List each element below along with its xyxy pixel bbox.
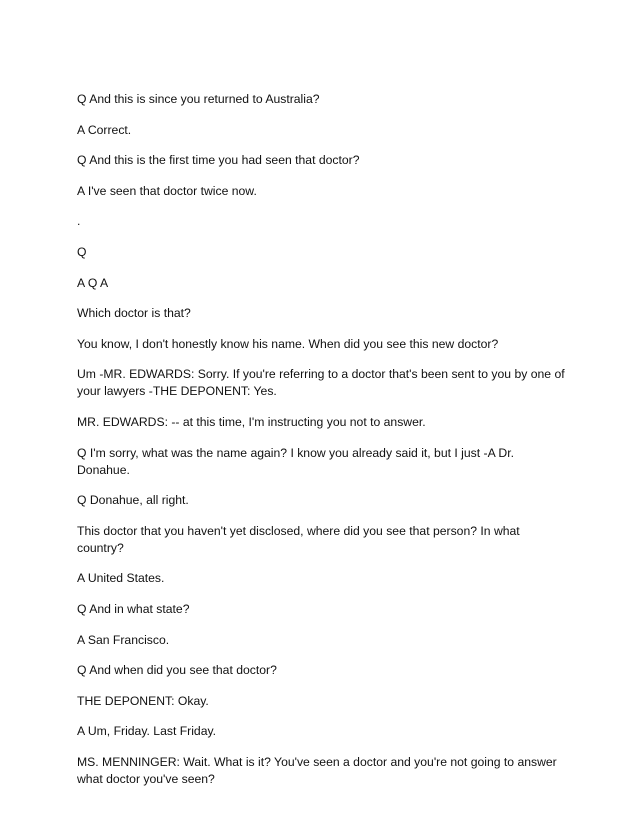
transcript-line: Q And when did you see that doctor? <box>77 663 277 678</box>
deposition-transcript <box>77 91 567 801</box>
transcript-line: A United States. <box>77 571 165 586</box>
transcript-line: THE DEPONENT: Okay. <box>77 693 209 708</box>
transcript-line: A San Francisco. <box>77 632 170 647</box>
transcript-line: Um -MR. EDWARDS: Sorry. If you're referring to a doctor that's been sent to you by one of your lawyers -THE DEPONENT: Yes. <box>77 367 565 399</box>
transcript-line: Q And this is the first time you had seen that doctor? <box>77 153 360 168</box>
transcript-line: . <box>77 214 81 229</box>
transcript-line: You know, I don't honestly know his name. When did you see this new doctor? <box>77 336 499 351</box>
transcript-line: A I've seen that doctor twice now. <box>77 183 257 198</box>
transcript-line: A Correct. <box>77 122 132 137</box>
transcript-line: Q Donahue, all right. <box>77 493 189 508</box>
transcript-line: This doctor that you haven't yet disclosed, where did you see that person? In what country? <box>77 523 520 555</box>
transcript-line: Q I'm sorry, what was the name again? I know you already said it, but I just -A Dr. Donahue. <box>77 445 514 477</box>
transcript-line: Which doctor is that? <box>77 306 191 321</box>
transcript-line: Q And this is since you returned to Australia? <box>77 92 320 106</box>
transcript-line: A Um, Friday. Last Friday. <box>77 724 217 739</box>
transcript-line: Q And in what state? <box>77 601 190 616</box>
transcript-line: A Q A <box>77 275 109 290</box>
transcript-line: MR. EDWARDS: -- at this time, I'm instructing you not to answer. <box>77 414 426 429</box>
transcript-line: Q <box>77 244 87 259</box>
transcript-line: MS. MENNINGER: Wait. What is it? You've seen a doctor and you're not going to answer what doctor you've seen? <box>77 754 557 786</box>
